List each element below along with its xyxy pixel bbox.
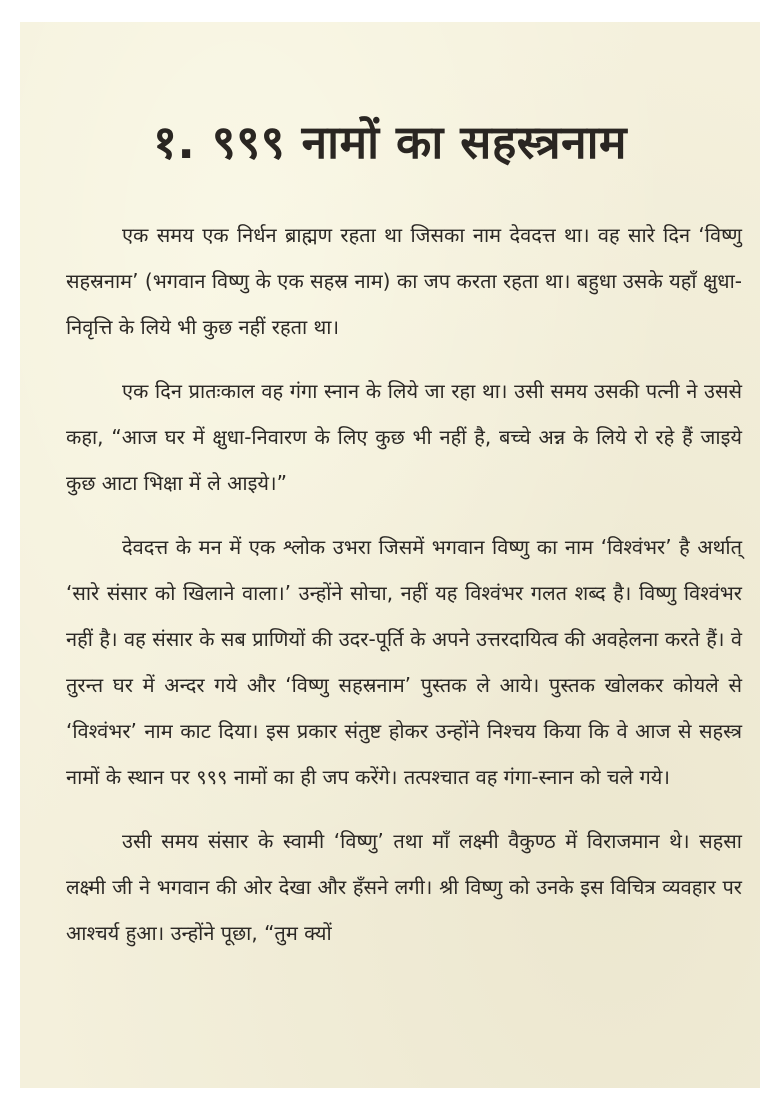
paragraph-4: उसी समय संसार के स्वामी ‘विष्णु’ तथा माँ लक्ष्मी वैकुण्ठ में विराजमान थे। सहसा लक्ष्मी जी ने भगवान की ओर देखा और हँसने लगी। श्री विष्णु को उनके इस विचित्र व्यवहार पर आश्चर्य हुआ। उन्होंने पूछा, “तुम क्यों [66, 829, 742, 945]
paragraph-3: देवदत्त के मन में एक श्लोक उभरा जिसमें भगवान विष्णु का नाम ‘विश्वंभर’ है अर्थात् ‘सारे संसार को खिलाने वाला।’ उन्होंने सोचा, नहीं यह विश्वंभर गलत शब्द है। विष्णु विश्वंभर नहीं है। वह संसार के सब प्राणियों की उदर-पूर्ति के अपने उत्तरदायित्व की अवहेलना करते हैं। वे तुरन्त घर में अन्दर गये और ‘विष्णु सहस्रनाम’ पुस्तक ले आये। पुस्तक खोलकर कोयले से ‘विश्वंभर’ नाम काट दिया। इस प्रकार संतुष्ट होकर उन्होंने निश्चय किया कि वे आज से सहस्त्र नामों के स्थान पर ९९९ नामों का ही जप करेंगे। तत्पश्चात वह गंगा-स्नान को चले गये। [66, 535, 742, 789]
chapter-title: १. ९९९ नामों का सहस्त्रनाम [152, 115, 628, 169]
paragraph-2: एक दिन प्रातःकाल वह गंगा स्नान के लिये जा रहा था। उसी समय उसकी पत्नी ने उससे कहा, “आज घर में क्षुधा-निवारण के लिए कुछ भी नहीं है, बच्चे अन्न के लिये रो रहे हैं जाइये कुछ आटा भिक्षा में ले आइये।” [66, 379, 742, 495]
paragraph-1: एक समय एक निर्धन ब्राह्मण रहता था जिसका नाम देवदत्त था। वह सारे दिन ‘विष्णु सहस्रनाम’ (भगवान विष्णु के एक सहस्र नाम) का जप करता रहता था। बहुधा उसके यहाँ क्षुधा-निवृत्ति के लिये भी कुछ नहीं रहता था। [66, 223, 742, 339]
book-page [20, 22, 760, 1088]
chapter-body [66, 212, 742, 974]
